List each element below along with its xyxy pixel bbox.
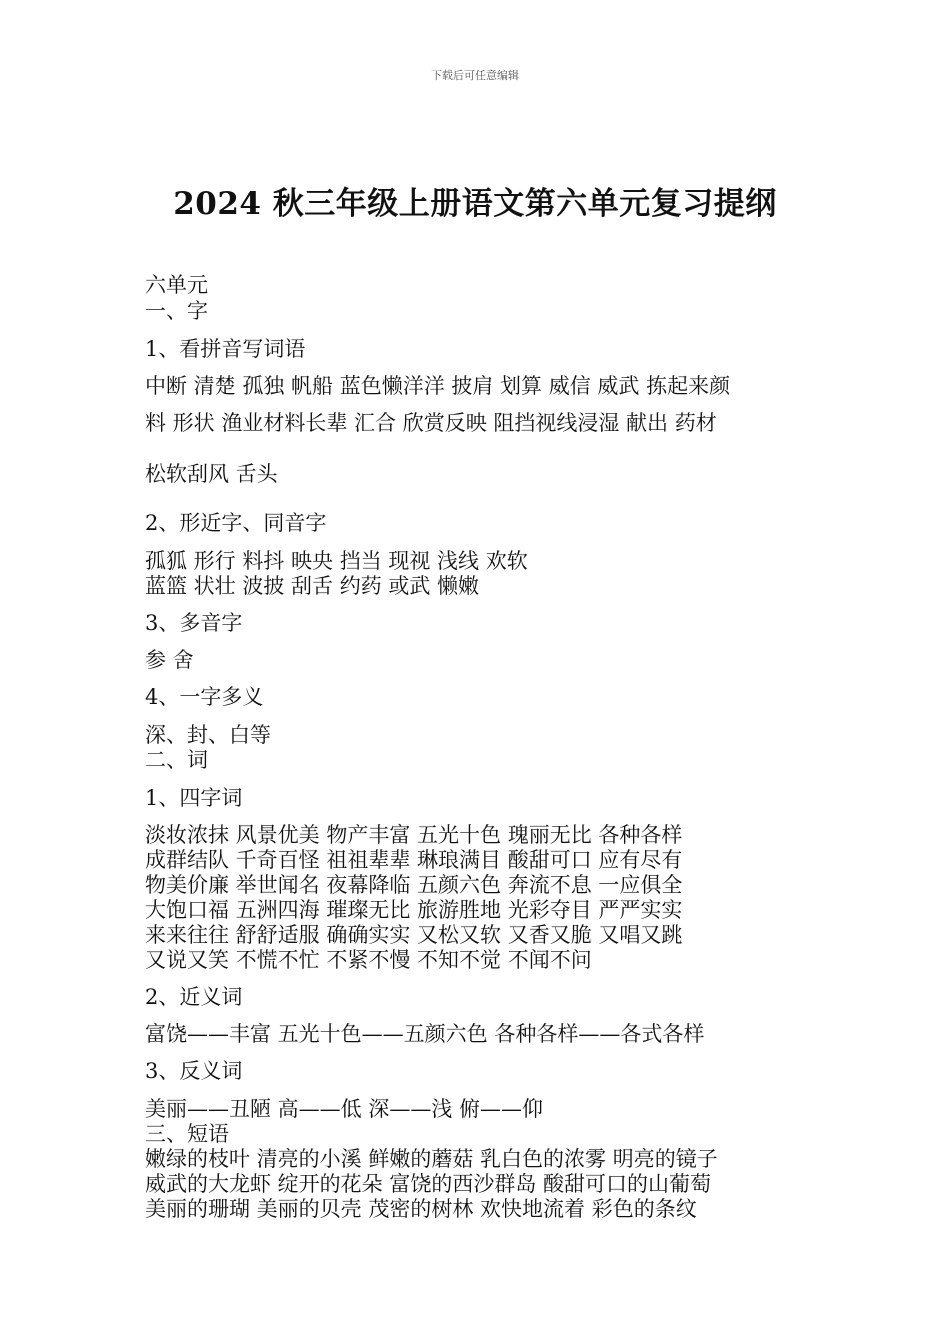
section-heading-phrases: 三、短语 [145,1122,229,1146]
char-pair-line: 孤狐 形行 料抖 映央 挡当 现视 浅线 欢软 [145,549,528,573]
idiom-line: 成群结队 千奇百怪 祖祖辈辈 琳琅满目 酸甜可口 应有尽有 [145,848,683,872]
idiom-line: 淡妆浓抹 风景优美 物产丰富 五光十色 瑰丽无比 各种各样 [145,823,683,847]
word-list-line: 松软刮风 舌头 [145,462,278,486]
subsection-heading: 1、四字词 [145,786,243,810]
subsection-heading: 2、形近字、同音字 [145,511,327,535]
subsection-heading: 4、一字多义 [145,685,264,709]
subsection-heading: 3、反义词 [145,1059,243,1083]
idiom-line: 又说又笑 不慌不忙 不紧不慢 不知不觉 不闻不问 [145,948,592,972]
phrase-line: 嫩绿的枝叶 清亮的小溪 鲜嫩的蘑菇 乳白色的浓雾 明亮的镜子 [145,1147,718,1171]
page-header-note: 下载后可任意编辑 [431,69,519,82]
content-line: 深、封、白等 [145,723,271,747]
idiom-line: 来来往往 舒舒适服 确确实实 又松又软 又香又脆 又唱又跳 [145,923,683,947]
section-heading-words: 二、词 [145,748,208,772]
phrase-line: 美丽的珊瑚 美丽的贝壳 茂密的树林 欢快地流着 彩色的条纹 [145,1197,697,1221]
section-heading-characters: 一、字 [145,299,208,323]
phrase-line: 威武的大龙虾 绽开的花朵 富饶的西沙群岛 酸甜可口的山葡萄 [145,1172,712,1196]
antonym-line: 美丽——丑陋 高——低 深——浅 俯——仰 [145,1097,544,1121]
idiom-line: 大饱口福 五洲四海 璀璨无比 旅游胜地 光彩夺目 严严实实 [145,898,683,922]
word-list-line: 料 形状 渔业材料长辈 汇合 欣赏反映 阻挡视线浸湿 献出 药材 [145,411,717,435]
idiom-line: 物美价廉 举世闻名 夜幕降临 五颜六色 奔流不息 一应俱全 [145,873,683,897]
synonym-line: 富饶——丰富 五光十色——五颜六色 各种各样——各式各样 [145,1022,705,1046]
content-line: 参 舍 [145,648,194,672]
document-title: 2024 秋三年级上册语文第六单元复习提纲 [173,186,777,222]
word-list-line: 中断 清楚 孤独 帆船 蓝色懒洋洋 披肩 划算 威信 威武 拣起来颜 [145,374,731,398]
section-heading-unit: 六单元 [145,273,208,297]
subsection-heading: 3、多音字 [145,611,243,635]
char-pair-line: 蓝篮 状壮 波披 刮舌 约药 或武 懒嫩 [145,574,480,598]
subsection-heading: 2、近义词 [145,985,243,1009]
subsection-heading: 1、看拼音写词语 [145,337,306,361]
